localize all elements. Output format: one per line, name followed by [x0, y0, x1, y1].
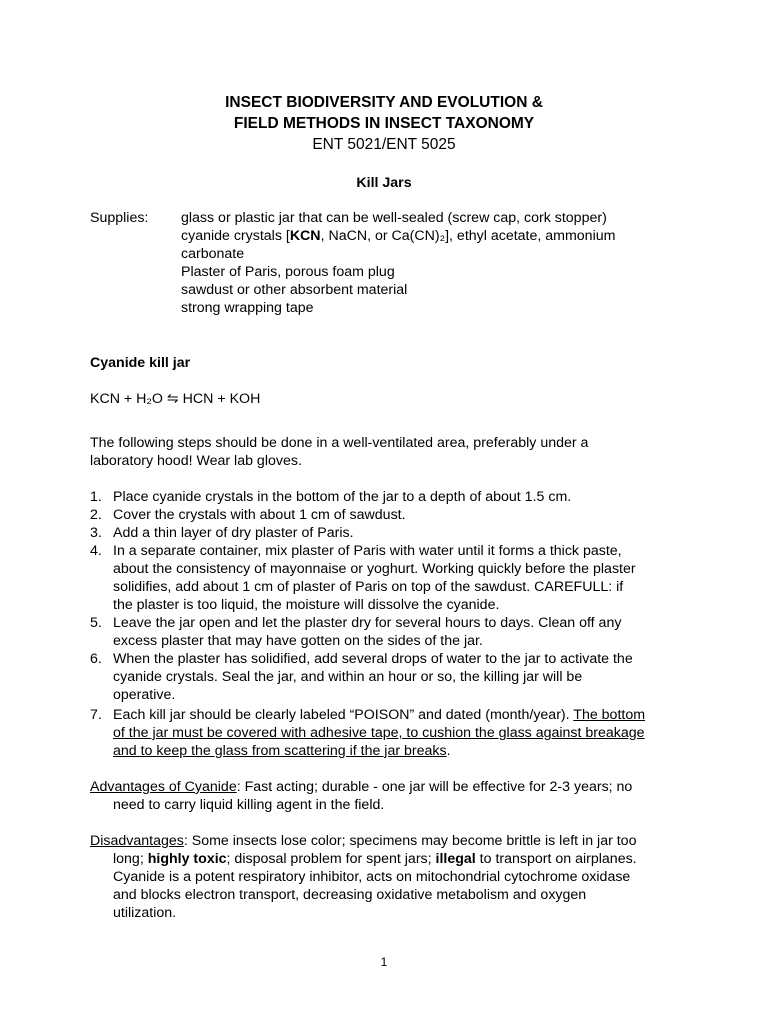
step-text-line: In a separate container, mix plaster of Paris with water until it forms a thick paste, — [113, 543, 622, 559]
step-text-line: cyanide crystals. Seal the jar, and within an hour or so, the killing jar will be — [113, 669, 583, 685]
disadvantages-line-5: utilization. — [113, 905, 177, 921]
step-text-line: excess plaster that may have gotten on the sides of the jar. — [113, 633, 483, 649]
step-text-line: When the plaster has solidified, add several drops of water to the jar to activate the — [113, 651, 633, 667]
step-text-line: about the consistency of mayonnaise or yoghurt. Working quickly before the plaster — [113, 561, 636, 577]
title-line-2: FIELD METHODS IN INSECT TAXONOMY — [233, 115, 535, 132]
supplies-line-3: carbonate — [181, 246, 245, 262]
reaction-equation: KCN + H₂O ⇋ HCN + KOH — [90, 391, 261, 407]
advantages-line-2: need to carry liquid killing agent in the field. — [113, 797, 385, 813]
intro-line-2: laboratory hood! Wear lab gloves. — [90, 453, 302, 469]
step-number: 2. — [90, 507, 102, 523]
disadvantages-line-1: Disadvantages: Some insects lose color; specimens may become brittle is left in jar too — [90, 833, 637, 849]
step-7-number: 7. — [90, 707, 102, 723]
step-number: 1. — [90, 489, 102, 505]
intro-line-1: The following steps should be done in a well-ventilated area, preferably under a — [90, 435, 589, 451]
step-text-line: Cover the crystals with about 1 cm of sawdust. — [113, 507, 406, 523]
step-number: 6. — [90, 651, 102, 667]
step-text-line: Add a thin layer of dry plaster of Paris. — [113, 525, 354, 541]
step-7-line-3: and to keep the glass from scattering if the jar breaks. — [113, 743, 451, 759]
supplies-line-5: sawdust or other absorbent material — [181, 282, 408, 298]
disadvantages-line-3: Cyanide is a potent respiratory inhibitor, acts on mitochondrial cytochrome oxidase — [113, 869, 631, 885]
supplies-line-6: strong wrapping tape — [181, 300, 314, 316]
supplies-line-1: glass or plastic jar that can be well-sealed (screw cap, cork stopper) — [181, 210, 607, 226]
cyanide-heading: Cyanide kill jar — [90, 355, 191, 371]
step-text-line: Leave the jar open and let the plaster dry for several hours to days. Clean off any — [113, 615, 622, 631]
section-title: Kill Jars — [356, 175, 412, 191]
disadvantages-label: Disadvantages — [90, 833, 184, 849]
disadvantages-line-4: and blocks electron transport, decreasing oxidative metabolism and oxygen — [113, 887, 587, 903]
supplies-label: Supplies: — [90, 210, 149, 226]
step-text-line: operative. — [113, 687, 176, 703]
step-text-line: solidifies, add about 1 cm of plaster of Paris on top of the sawdust. CAREFULL: if — [113, 579, 624, 595]
step-text-line: Place cyanide crystals in the bottom of the jar to a depth of about 1.5 cm. — [113, 489, 572, 505]
step-text-line: the plaster is too liquid, the moisture will dissolve the cyanide. — [113, 597, 500, 613]
advantages-line-1: Advantages of Cyanide: Fast acting; durable - one jar will be effective for 2-3 years; no — [90, 779, 633, 795]
step-7-line-2: of the jar must be covered with adhesive tape, to cushion the glass against breakage — [113, 725, 645, 741]
step-7-line-1: Each kill jar should be clearly labeled “POISON” and dated (month/year). The bottom — [113, 707, 646, 723]
title-line-1: INSECT BIODIVERSITY AND EVOLUTION & — [225, 94, 543, 111]
course-code: ENT 5021/ENT 5025 — [312, 136, 456, 153]
page-number: 1 — [380, 955, 388, 969]
step-number: 3. — [90, 525, 102, 541]
step-number: 4. — [90, 543, 102, 559]
step-number: 5. — [90, 615, 102, 631]
disadvantages-line-2: long; highly toxic; disposal problem for spent jars; illegal to transport on airplanes. — [113, 851, 637, 867]
advantages-label: Advantages of Cyanide — [90, 779, 237, 795]
supplies-line-4: Plaster of Paris, porous foam plug — [181, 264, 395, 280]
supplies-line-2: cyanide crystals [KCN, NaCN, or Ca(CN)₂], ethyl acetate, ammonium — [181, 228, 616, 244]
